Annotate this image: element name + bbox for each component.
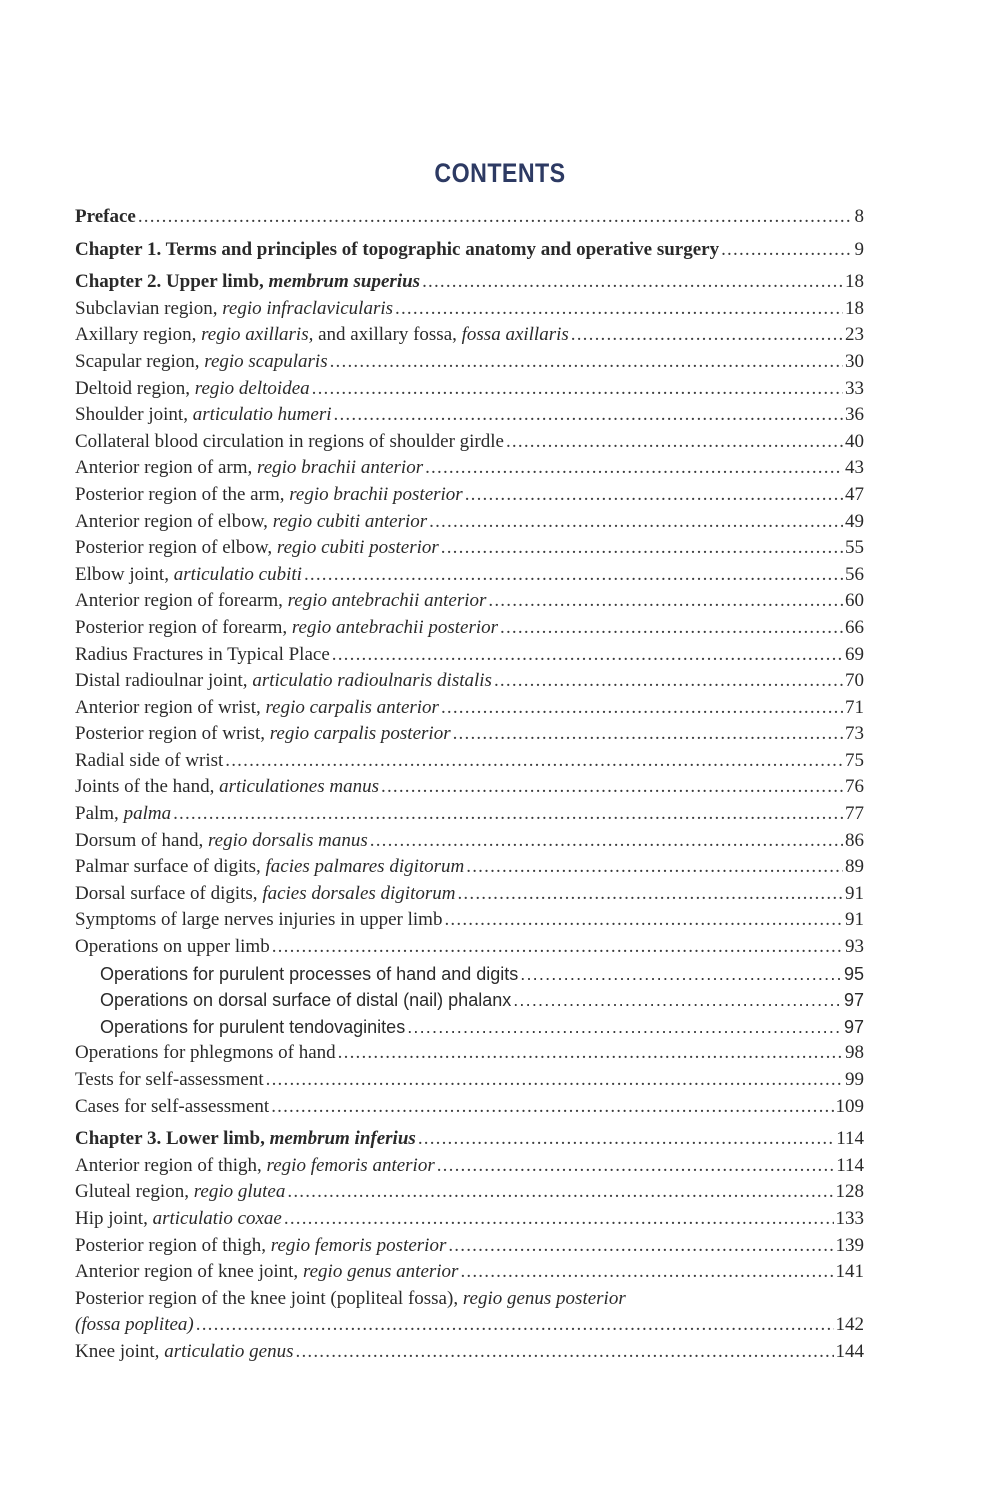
toc-entry-latin-term: membrum inferius (269, 1128, 416, 1150)
dot-leader (418, 1126, 834, 1153)
toc-entry-page-number: 30 (845, 350, 864, 372)
toc-entry-label (75, 269, 420, 296)
dot-leader (500, 615, 843, 642)
toc-entry-page-number: 23 (845, 324, 864, 346)
toc-entry-label (75, 748, 223, 775)
toc-entry-latin-term: regio femoris posterior (270, 1234, 447, 1256)
toc-entry-page-number: 109 (835, 1095, 864, 1117)
toc-entry-latin-term: articulatio cubiti (173, 563, 302, 585)
dot-leader (284, 1206, 834, 1233)
toc-entry-page-number: 40 (845, 430, 864, 452)
dot-leader (370, 828, 843, 855)
dot-leader (520, 961, 842, 988)
toc-entry-label (75, 402, 332, 429)
toc-entry-text: Dorsum of hand, (75, 829, 208, 851)
toc-entry-text: Hip joint, (75, 1207, 153, 1229)
toc-entry-label (100, 1014, 405, 1041)
toc-entry-latin-term: regio genus anterior (302, 1261, 459, 1283)
toc-entry-page-number: 133 (835, 1207, 864, 1229)
toc-entry (75, 668, 864, 695)
toc-entry-page-number: 55 (845, 537, 864, 559)
dot-leader (425, 455, 843, 482)
toc-entry-label (75, 881, 455, 908)
dot-leader (441, 695, 843, 722)
dot-leader (272, 934, 843, 961)
toc-entry (75, 237, 864, 264)
toc-entry-page-number: 141 (835, 1261, 864, 1283)
toc-entry-text: Operations for purulent processes of hand and digits (100, 963, 519, 984)
dot-leader (429, 509, 843, 536)
toc-entry-latin-term: regio genus posterior (462, 1287, 626, 1309)
toc-entry (75, 642, 864, 669)
toc-entry-page-number: 18 (845, 271, 864, 293)
toc-entry-latin-term: regio deltoidea (194, 377, 310, 399)
toc-entry-latin-term: regio axillaris, (201, 324, 314, 346)
dot-leader (437, 1153, 834, 1180)
dot-leader (338, 1040, 843, 1067)
dot-leader (138, 204, 852, 231)
toc-entry (75, 322, 864, 349)
toc-entry-label (100, 961, 518, 988)
toc-entry-page-number: 93 (845, 936, 864, 958)
toc-entry-text: Scapular region, (75, 350, 205, 372)
toc-entry (75, 509, 864, 536)
toc-entry-page-number: 97 (843, 990, 864, 1011)
toc-entry-text: Collateral blood circulation in regions of shoulder girdle (75, 430, 504, 452)
toc-entry-label (75, 934, 270, 961)
toc-entry-page-number: 139 (835, 1234, 864, 1256)
toc-entry-page-number: 75 (845, 749, 864, 771)
toc-entry-page-number: 47 (845, 483, 864, 505)
toc-entry (75, 204, 864, 231)
toc-entry-text: and axillary fossa, (313, 324, 462, 346)
toc-entry-label (75, 854, 464, 881)
dot-leader (453, 721, 843, 748)
toc-entry-page-number: 66 (845, 616, 864, 638)
toc-entry-latin-term: regio glutea (193, 1181, 286, 1203)
dot-leader (457, 881, 843, 908)
toc-entry-page-number: 91 (845, 882, 864, 904)
toc-entry (75, 1286, 864, 1313)
toc-entry-text: Axillary region, (75, 324, 202, 346)
toc-entry-label (75, 237, 719, 264)
toc-entry (75, 296, 864, 323)
dot-leader (422, 269, 843, 296)
dot-leader (488, 588, 843, 615)
toc-entry-label (75, 296, 393, 323)
dot-leader (196, 1312, 834, 1339)
toc-entry (75, 1339, 864, 1366)
toc-entry-text: Anterior region of wrist, (75, 696, 266, 718)
toc-entry (75, 588, 864, 615)
toc-entry-page-number: 36 (845, 404, 864, 426)
toc-entry-page-number: 89 (845, 856, 864, 878)
toc-entry-latin-term: articulatio humeri (192, 404, 332, 426)
toc-entry-latin-term: articulatio genus (164, 1340, 294, 1362)
toc-entry-page-number: 8 (854, 206, 864, 227)
toc-entry-label (75, 1339, 294, 1366)
toc-entry-label (75, 1179, 285, 1206)
toc-entry-page-number: 73 (845, 723, 864, 745)
toc-entry-latin-term: regio carpalis posterior (269, 723, 451, 745)
toc-entry-label (75, 1094, 269, 1121)
toc-entry-latin-term: regio femoris anterior (266, 1154, 435, 1176)
dot-leader (444, 907, 843, 934)
toc-entry (75, 934, 864, 961)
toc-entry-text: Tests for self-assessment (75, 1069, 264, 1090)
toc-entry-latin-term: articulatio coxae (152, 1207, 282, 1229)
toc-entry (75, 961, 864, 988)
toc-entry-latin-term: palma (123, 803, 172, 825)
toc-entry-label (75, 1067, 264, 1094)
toc-entry (75, 1179, 864, 1206)
toc-entry-text: Subclavian region, (75, 297, 223, 319)
dot-leader (395, 296, 843, 323)
toc-entry-text: Anterior region of thigh, (75, 1154, 267, 1176)
toc-entry-latin-term: regio infraclavicularis (222, 297, 394, 319)
toc-entry-latin-term: regio carpalis anterior (265, 696, 439, 718)
toc-entry-page-number: 9 (854, 238, 864, 260)
toc-entry-label (75, 1126, 416, 1153)
toc-entry-label (75, 695, 439, 722)
toc-entry-label (75, 562, 302, 589)
toc-entry (75, 1233, 864, 1260)
toc-entry-label (75, 1206, 282, 1233)
toc-entry (75, 269, 864, 296)
toc-entry-text: Radius Fractures in Typical Place (75, 643, 330, 665)
toc-entry-text: Deltoid region, (75, 377, 195, 399)
toc-entry (75, 535, 864, 562)
dot-leader (330, 349, 843, 376)
dot-leader (287, 1179, 833, 1206)
toc-entry-latin-term: fossa axillaris (461, 324, 569, 346)
toc-entry (75, 1312, 864, 1339)
dot-leader (296, 1339, 834, 1366)
toc-entry-text: Elbow joint, (75, 563, 174, 585)
toc-entry (75, 1094, 864, 1121)
toc-entry-text: Radial side of wrist (75, 749, 224, 771)
toc-entry-text: Anterior region of arm, (75, 457, 258, 479)
toc-entry-page-number: 69 (845, 643, 864, 665)
toc-entry-page-number: 77 (845, 803, 864, 825)
toc-entry-text: Anterior region of knee joint, (75, 1261, 303, 1283)
table-of-contents (75, 204, 864, 1366)
toc-entry-page-number: 114 (836, 1154, 864, 1176)
toc-entry-label (75, 828, 368, 855)
toc-entry-page-number: 56 (845, 563, 864, 585)
toc-entry-page-number: 49 (845, 510, 864, 532)
toc-entry-text: Chapter 1. Terms and principles of topographic anatomy and operative surgery (75, 238, 720, 260)
toc-entry-page-number: 43 (845, 457, 864, 479)
toc-entry-latin-term: facies palmares digitorum (265, 856, 465, 878)
toc-entry (75, 1126, 864, 1153)
toc-entry-label (75, 1153, 435, 1180)
dot-leader (271, 1094, 833, 1121)
toc-entry (75, 854, 864, 881)
toc-entry-label (75, 509, 427, 536)
toc-entry (75, 774, 864, 801)
toc-entry-label (75, 1312, 194, 1339)
toc-entry-text: Operations on upper limb (75, 936, 270, 958)
toc-entry-text: Symptoms of large nerves injuries in upper limb (75, 909, 443, 931)
toc-entry-label (75, 204, 136, 231)
toc-entry-label (75, 1286, 626, 1313)
toc-entry-page-number: 142 (835, 1314, 864, 1336)
toc-entry-text: Operations on dorsal surface of distal (nail) phalanx (100, 990, 512, 1011)
dot-leader (465, 482, 843, 509)
toc-entry-label (75, 1233, 446, 1260)
toc-entry-text: Operations for purulent tendovaginites (100, 1016, 406, 1037)
toc-entry (75, 801, 864, 828)
toc-entry-latin-term: regio dorsalis manus (207, 829, 368, 851)
dot-leader (513, 987, 842, 1014)
toc-entry-latin-term: membrum superius (268, 271, 421, 293)
toc-entry-latin-term: regio scapularis (204, 350, 328, 372)
toc-entry-label (75, 455, 423, 482)
dot-leader (466, 854, 843, 881)
toc-entry (75, 1014, 864, 1041)
toc-entry-page-number: 144 (835, 1340, 864, 1362)
toc-entry-label (75, 668, 492, 695)
dot-leader (312, 376, 843, 403)
toc-entry-text: Posterior region of the arm, (75, 483, 290, 505)
dot-leader (381, 774, 843, 801)
toc-entry-label (75, 588, 486, 615)
toc-entry-label (75, 615, 498, 642)
toc-entry-latin-term: articulationes manus (219, 776, 379, 798)
toc-entry-label (75, 535, 439, 562)
toc-entry (75, 1206, 864, 1233)
dot-leader (571, 322, 843, 349)
toc-entry (75, 482, 864, 509)
toc-entry-page-number: 91 (845, 909, 864, 931)
page-title: CONTENTS (434, 158, 566, 188)
dot-leader (225, 748, 843, 775)
toc-entry (75, 429, 864, 456)
toc-entry (75, 907, 864, 934)
toc-entry-text: Palmar surface of digits, (75, 856, 266, 878)
toc-entry (75, 1067, 864, 1094)
toc-entry-text: Anterior region of forearm, (75, 590, 288, 612)
dot-leader (441, 535, 843, 562)
toc-entry-page-number: 97 (843, 1016, 864, 1037)
toc-entry-text: Chapter 2. Upper limb, (75, 271, 269, 293)
toc-entry-label (75, 1259, 458, 1286)
toc-entry-text: Posterior region of forearm, (75, 616, 292, 638)
toc-entry-page-number: 70 (845, 670, 864, 692)
toc-entry-label (75, 349, 328, 376)
dot-leader (506, 429, 843, 456)
dot-leader (407, 1014, 842, 1041)
toc-entry (75, 721, 864, 748)
toc-entry-label (75, 429, 504, 456)
toc-entry (75, 1040, 864, 1067)
toc-entry-text: Posterior region of wrist, (75, 723, 270, 745)
toc-entry-text: Palm, (75, 803, 124, 825)
toc-entry-page-number: 114 (836, 1128, 864, 1150)
toc-entry-page-number: 86 (845, 829, 864, 851)
dot-leader (494, 668, 843, 695)
toc-entry-latin-term: regio cubiti posterior (276, 537, 439, 559)
toc-entry-text: Knee joint, (75, 1340, 165, 1362)
toc-entry-page-number: 98 (845, 1042, 864, 1064)
toc-entry-text: Posterior region of thigh, (75, 1234, 271, 1256)
toc-entry-label (75, 642, 330, 669)
toc-entry-text: Cases for self-assessment (75, 1095, 270, 1117)
toc-entry (75, 455, 864, 482)
toc-entry-latin-term: articulatio radioulnaris distalis (252, 670, 492, 692)
toc-entry-latin-term: regio brachii anterior (257, 457, 424, 479)
toc-entry-text: Distal radioulnar joint, (75, 670, 253, 692)
toc-entry-text: Posterior region of elbow, (75, 537, 277, 559)
toc-entry-page-number: 95 (843, 963, 864, 984)
dot-leader (266, 1067, 843, 1094)
toc-entry-label (75, 774, 379, 801)
toc-entry-label (75, 1040, 336, 1067)
toc-entry (75, 828, 864, 855)
toc-entry-text: Joints of the hand, (75, 776, 220, 798)
toc-entry-page-number: 71 (845, 696, 864, 718)
toc-entry-label (75, 801, 171, 828)
toc-entry-label (75, 376, 310, 403)
toc-entry-latin-term: regio antebrachii anterior (287, 590, 487, 612)
toc-entry-latin-term: facies dorsales digitorum (262, 882, 456, 904)
toc-entry-latin-term: (fossa poplitea) (75, 1314, 194, 1336)
toc-entry (75, 562, 864, 589)
toc-entry-text: Gluteal region, (75, 1181, 194, 1203)
toc-entry-page-number: 60 (845, 590, 864, 612)
toc-entry-label (75, 482, 463, 509)
dot-leader (460, 1259, 833, 1286)
toc-entry (75, 881, 864, 908)
toc-entry (75, 615, 864, 642)
toc-entry-text: Dorsal surface of digits, (75, 882, 263, 904)
toc-entry-page-number: 33 (845, 377, 864, 399)
toc-entry-text: Shoulder joint, (75, 404, 193, 426)
toc-entry-label (75, 322, 569, 349)
dot-leader (173, 801, 843, 828)
dot-leader (332, 642, 843, 669)
toc-entry-page-number: 18 (845, 297, 864, 319)
toc-entry (75, 1153, 864, 1180)
dot-leader (721, 237, 852, 264)
toc-entry (75, 349, 864, 376)
toc-entry-text: Posterior region of the knee joint (popliteal fossa), (75, 1287, 463, 1309)
toc-entry-latin-term: regio brachii posterior (289, 483, 463, 505)
toc-entry (75, 376, 864, 403)
toc-entry-text: Chapter 3. Lower limb, (75, 1128, 270, 1150)
toc-entry (75, 987, 864, 1014)
toc-entry-page-number: 128 (835, 1181, 864, 1203)
toc-entry-text: Preface (75, 206, 136, 227)
toc-entry-latin-term: regio cubiti anterior (272, 510, 428, 532)
toc-entry-page-number: 99 (845, 1069, 864, 1090)
toc-entry (75, 402, 864, 429)
toc-entry-text: Operations for phlegmons of hand (75, 1042, 336, 1064)
dot-leader (448, 1233, 833, 1260)
toc-entry-label (100, 987, 511, 1014)
toc-entry-text: Anterior region of elbow, (75, 510, 273, 532)
toc-entry (75, 695, 864, 722)
dot-leader (334, 402, 843, 429)
toc-entry-label (75, 721, 451, 748)
toc-entry-label (75, 907, 442, 934)
dot-leader (304, 562, 843, 589)
toc-entry (75, 748, 864, 775)
toc-entry-latin-term: regio antebrachii posterior (291, 616, 499, 638)
toc-entry-page-number: 76 (845, 776, 864, 798)
toc-entry (75, 1259, 864, 1286)
